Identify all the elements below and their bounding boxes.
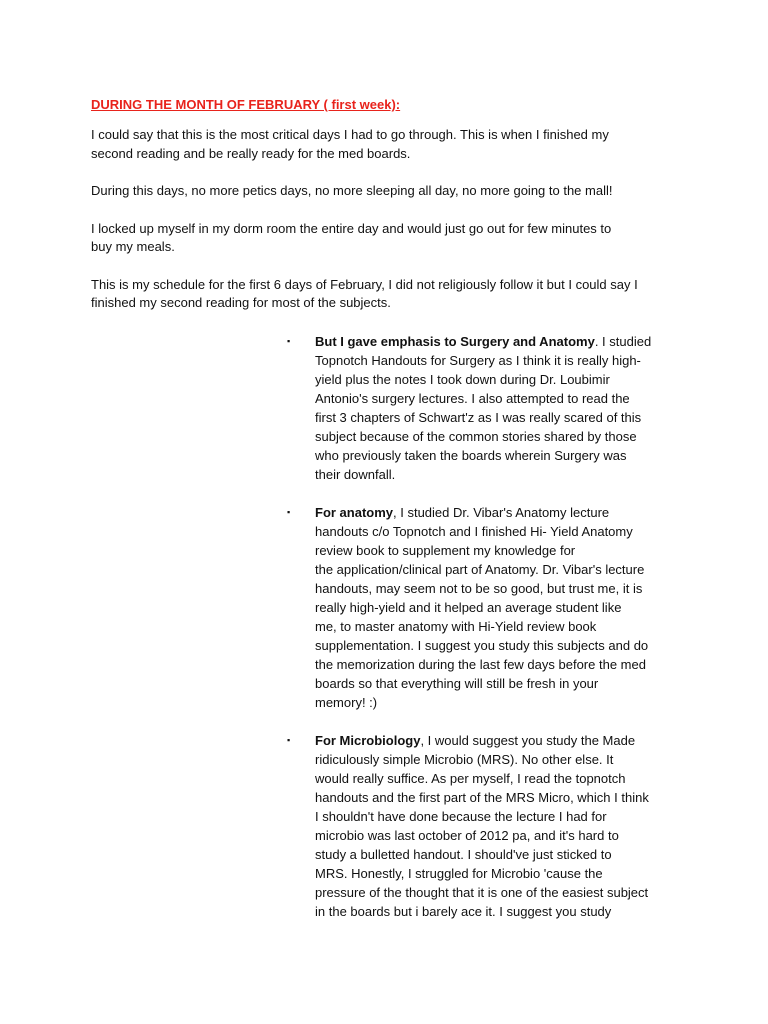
bullet-lead: For anatomy — [315, 504, 394, 520]
text-line: memory! :) — [315, 694, 378, 710]
text-line: really high-yield and it helped an average student like — [315, 599, 622, 615]
section-heading: DURING THE MONTH OF FEBRUARY ( first week): — [91, 97, 401, 112]
text-line: Antonio's surgery lectures. I also attempted to read the — [315, 390, 630, 406]
text-line: finished my second reading for most of the subjects. — [91, 295, 391, 310]
bullet-square-icon: ▪ — [287, 335, 291, 346]
subject-bullet-list — [91, 332, 685, 921]
text-line: handouts c/o Topnotch and I finished Hi- Yield Anatomy — [315, 523, 633, 539]
text-line: the memorization during the last few days before the med — [315, 656, 646, 672]
text-line: I shouldn't have done because the lecture I had for — [315, 808, 607, 824]
text-line: the application/clinical part of Anatomy. Dr. Vibar's lecture — [315, 561, 645, 577]
bullet-lead: But I gave emphasis to Surgery and Anatomy — [315, 333, 595, 349]
paragraph-schedule — [91, 276, 661, 313]
bullet-lead-rest: , I studied Dr. Vibar's Anatomy lecture — [393, 504, 610, 520]
text-line: boards so that everything will still be fresh in your — [315, 675, 599, 691]
bullet-lead-rest: , I would suggest you study the Made — [420, 732, 636, 748]
bullet-lead-rest: . I studied — [594, 333, 652, 349]
text-line: I locked up myself in my dorm room the entire day and would just go out for few minutes to — [91, 220, 612, 236]
text-line: pressure of the thought that it is one of the easiest subject — [315, 884, 649, 900]
bullet-square-icon: ▪ — [287, 734, 291, 745]
text-line: who previously taken the boards wherein Surgery was — [315, 447, 627, 463]
bullet-square-icon: ▪ — [287, 506, 291, 517]
bullet-anatomy — [287, 503, 685, 712]
text-line: MRS. Honestly, I struggled for Microbio 'cause the — [315, 865, 603, 881]
text-line: review book to supplement my knowledge for — [315, 542, 576, 558]
text-line: would really suffice. As per myself, I read the topnotch — [315, 770, 626, 786]
bullet-surgery — [287, 332, 685, 484]
text-line: yield plus the notes I took down during Dr. Loubimir — [315, 371, 610, 387]
text-line: I could say that this is the most critical days I had to go through. This is when I finished my — [91, 127, 609, 142]
text-line: in the boards but i barely ace it. I suggest you study — [315, 903, 612, 919]
text-line: ridiculously simple Microbio (MRS). No other else. It — [315, 751, 614, 767]
bullet-microbiology — [287, 731, 685, 921]
text-line: handouts and the first part of the MRS Micro, which I think — [315, 789, 649, 805]
text-line: study a bulletted handout. I should've just sticked to — [315, 846, 612, 862]
paragraph-locked-up — [91, 220, 661, 257]
text-line: handouts, may seem not to be so good, but trust me, it is — [315, 580, 643, 596]
text-line: second reading and be really ready for the med boards. — [91, 145, 411, 161]
text-line: buy my meals. — [91, 239, 175, 254]
text-line: first 3 chapters of Schwart'z as I was really scared of this — [315, 409, 642, 425]
text-line: supplementation. I suggest you study this subjects and do — [315, 637, 649, 653]
bullet-first-line — [315, 332, 685, 351]
text-line: This is my schedule for the first 6 days of February, I did not religiously follow it but I could say I — [91, 276, 638, 292]
text-line: microbio was last october of 2012 pa, and it's hard to — [315, 827, 619, 843]
text-line: Topnotch Handouts for Surgery as I think it is really high- — [315, 352, 641, 368]
paragraph-critical-days — [91, 126, 661, 163]
text-line: me, to master anatomy with Hi-Yield review book — [315, 618, 597, 634]
text-line: their downfall. — [315, 466, 396, 482]
text-line: subject because of the common stories shared by those — [315, 428, 637, 444]
bullet-first-line — [315, 731, 685, 750]
bullet-first-line — [315, 503, 685, 522]
paragraph-no-more — [91, 182, 661, 201]
text-line: During this days, no more petics days, no more sleeping all day, no more going to the mall! — [91, 183, 613, 198]
bullet-lead: For Microbiology — [315, 732, 421, 748]
